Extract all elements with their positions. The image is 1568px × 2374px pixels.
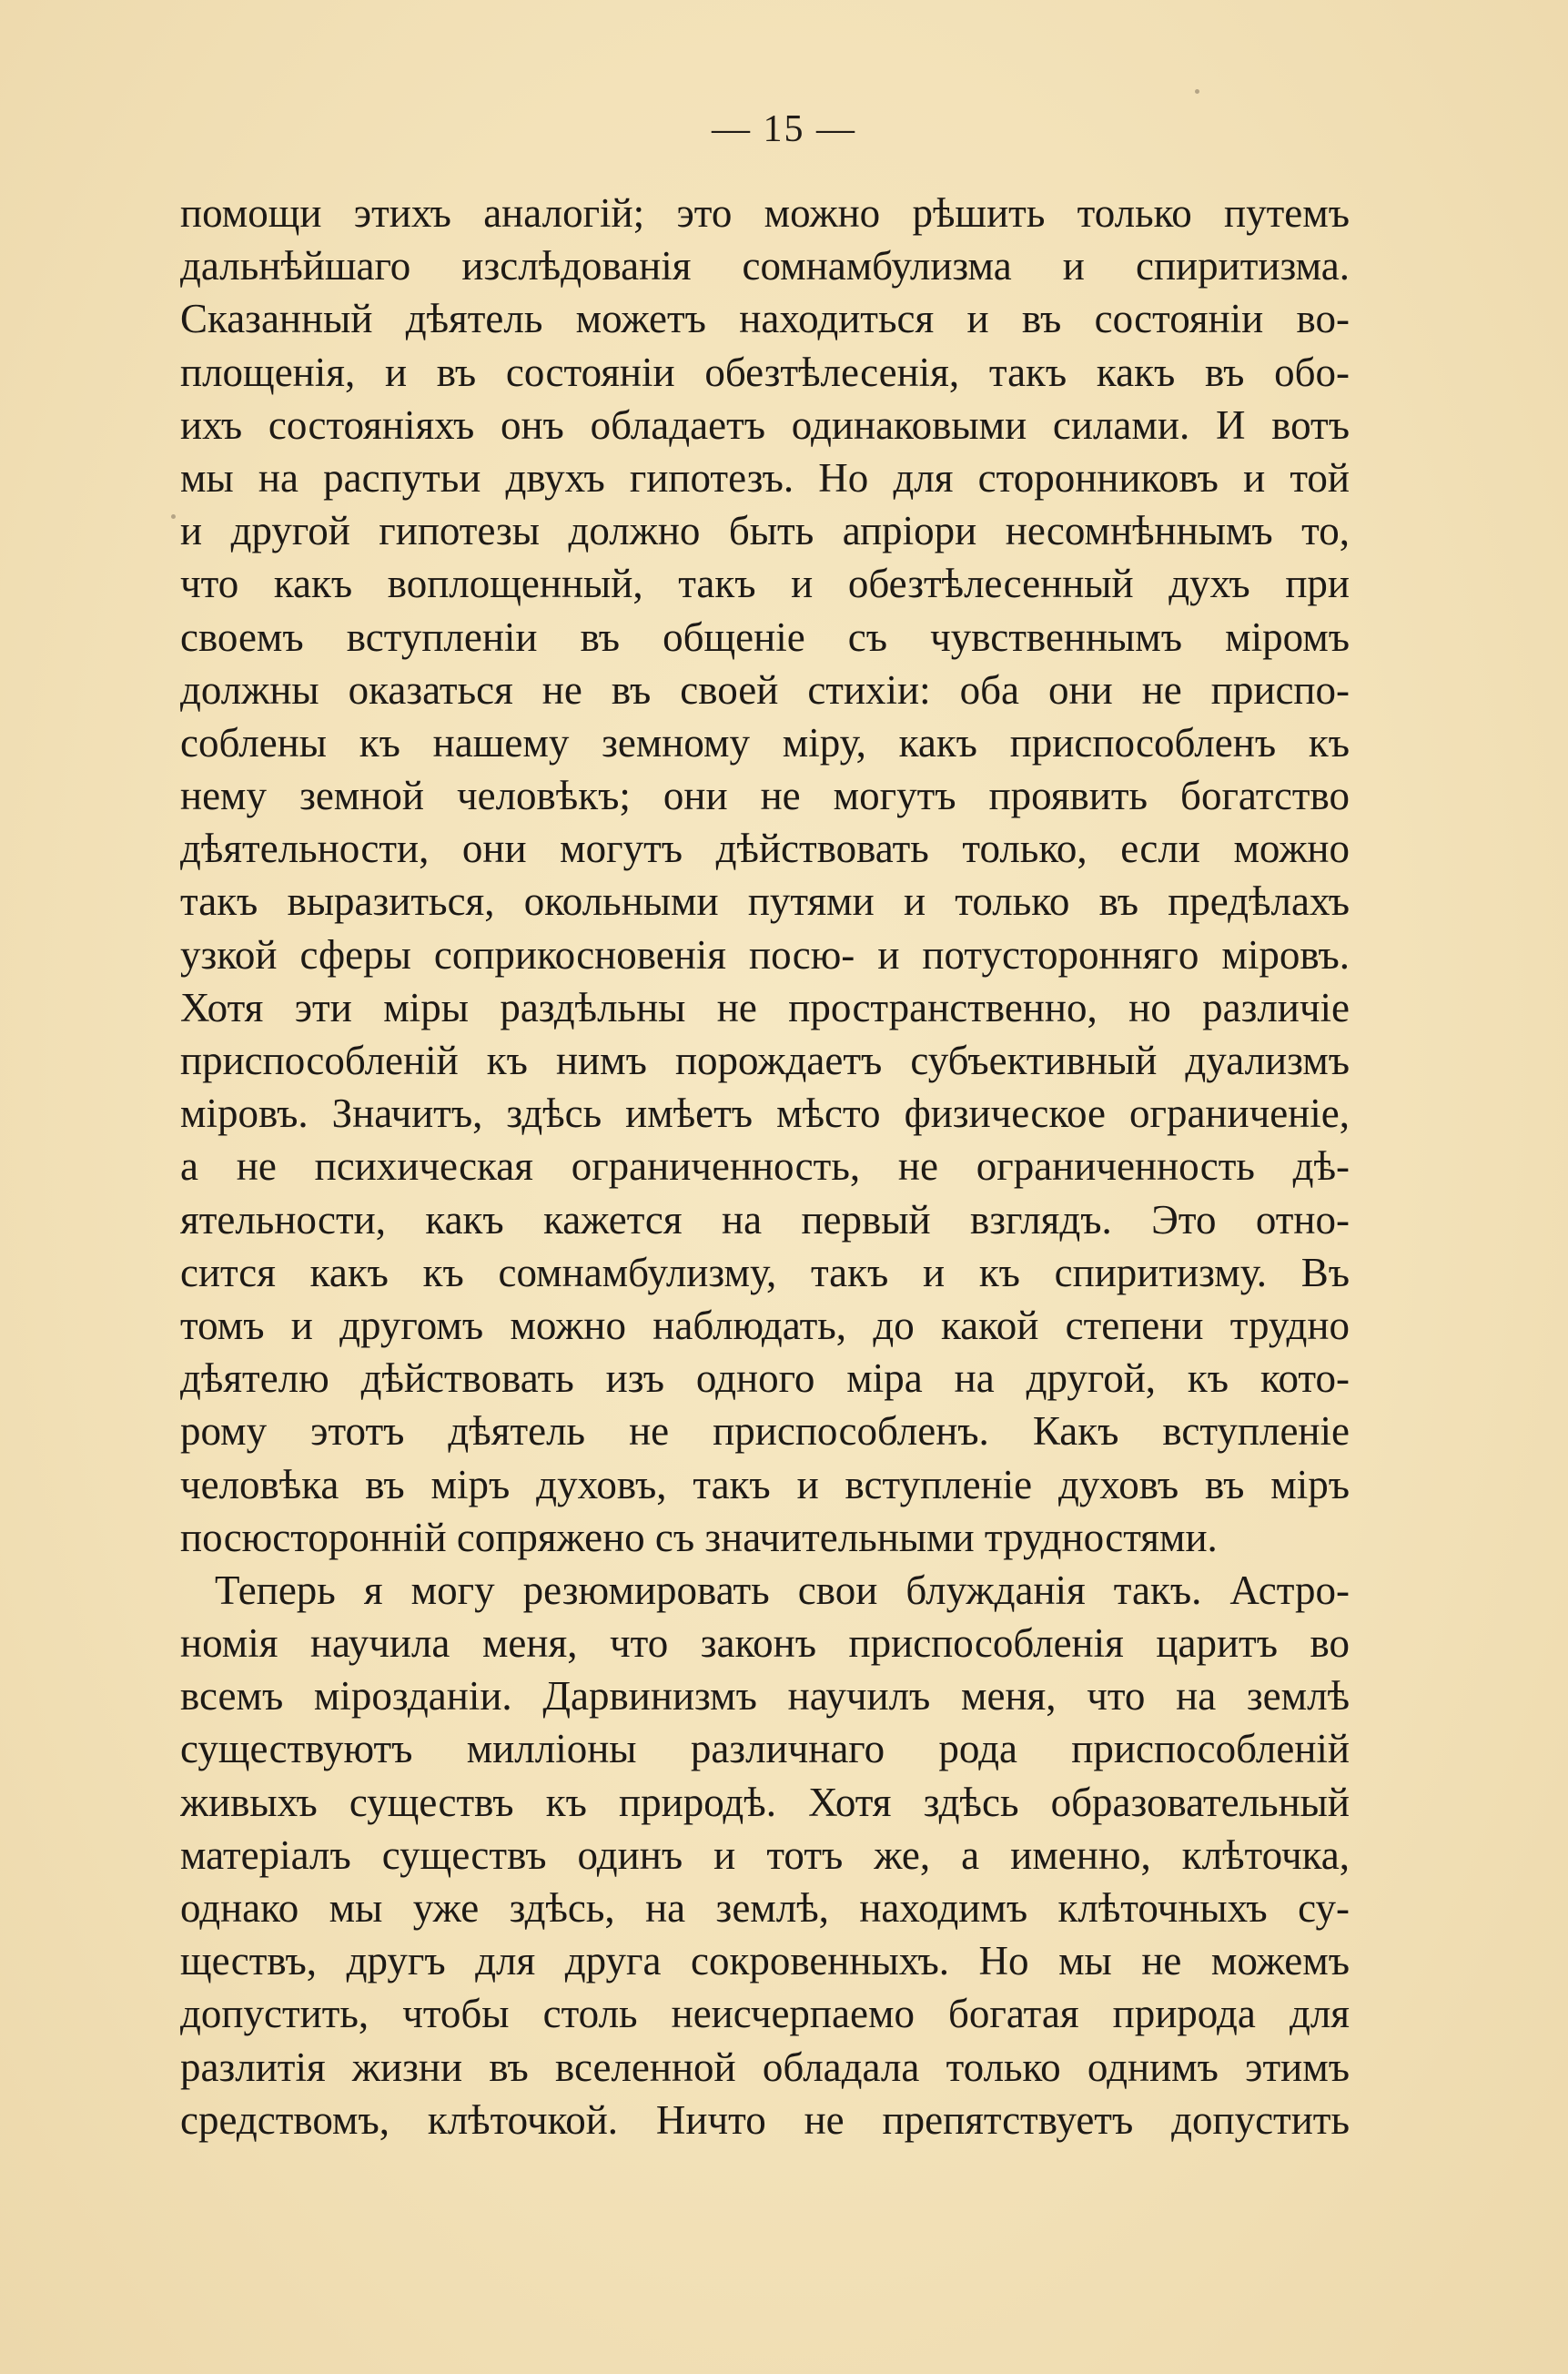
text-line: номія научила меня, что законъ приспособленія царитъ во xyxy=(180,1620,1350,1667)
text-line: такъ выразиться, окольными путями и только въ предѣлахъ xyxy=(180,878,1350,925)
page-number: — 15 — xyxy=(712,108,856,150)
text-line: приспособленій къ нимъ порождаетъ субъективный дуализмъ xyxy=(180,1038,1350,1083)
text-line: дѣятелю дѣйствовать изъ одного міра на другой, къ кото- xyxy=(180,1355,1350,1402)
text-line: помощи этихъ аналогій; это можно рѣшить только путемъ xyxy=(180,190,1350,236)
text-line: міровъ. Значитъ, здѣсь имѣетъ мѣсто физическое ограниченіе, xyxy=(180,1091,1350,1137)
text-line: ятельности, какъ кажется на первый взглядъ. Это отно- xyxy=(180,1196,1350,1243)
text-line: и другой гипотезы должно быть апріори несомнѣннымъ то, xyxy=(180,508,1350,554)
text-line: Теперь я могу резюмировать свои блужданія такъ. Астро- xyxy=(215,1567,1350,1613)
text-line: существуютъ милліоны различнаго рода приспособленій xyxy=(180,1726,1350,1772)
text-line: посюсторонній сопряжено съ значительными трудностями. xyxy=(180,1514,1218,1560)
text-line: а не психическая ограниченность, не ограниченность дѣ- xyxy=(180,1143,1350,1190)
text-line: допустить, чтобы столь неисчерпаемо богатая природа для xyxy=(180,1991,1350,2037)
text-line: должны оказаться не въ своей стихіи: оба они не приспо- xyxy=(180,666,1350,713)
paper-speck xyxy=(171,514,176,519)
text-line: своемъ вступленіи въ общеніе съ чувственнымъ міромъ xyxy=(180,614,1350,660)
text-line: ществъ, другъ для друга сокровенныхъ. Но мы не можемъ xyxy=(180,1938,1350,1984)
text-line: площенія, и въ состояніи обезтѣлесенія, такъ какъ въ обо- xyxy=(180,349,1350,395)
text-line: дѣятельности, они могутъ дѣйствовать только, если можно xyxy=(180,826,1350,872)
text-line: Хотя эти міры раздѣльны не пространственно, но различіе xyxy=(180,984,1350,1030)
text-line: живыхъ существъ къ природѣ. Хотя здѣсь образовательный xyxy=(180,1779,1350,1825)
paper-speck xyxy=(1195,89,1199,94)
text-line: Сказанный дѣятель можетъ находиться и въ состояніи во- xyxy=(180,296,1350,342)
text-line: дальнѣйшаго изслѣдованія сомнамбулизма и спиритизма. xyxy=(180,243,1350,289)
body-text xyxy=(180,187,1350,2146)
text-line: средствомъ, клѣточкой. Ничто не препятствуетъ допустить xyxy=(180,2096,1350,2143)
text-line: сится какъ къ сомнамбулизму, такъ и къ спиритизму. Въ xyxy=(180,1249,1350,1295)
text-line: разлитія жизни въ вселенной обладала только однимъ этимъ xyxy=(180,2044,1350,2090)
text-line: рому этотъ дѣятель не приспособленъ. Какъ вступленіе xyxy=(180,1408,1350,1455)
text-line: мы на распутьи двухъ гипотезъ. Но для сторонниковъ и той xyxy=(180,454,1350,501)
text-line: соблены къ нашему земному міру, какъ приспособленъ къ xyxy=(180,719,1350,766)
text-line: ихъ состояніяхъ онъ обладаетъ одинаковыми силами. И вотъ xyxy=(180,401,1350,448)
text-line: однако мы уже здѣсь, на землѣ, находимъ клѣточныхъ су- xyxy=(180,1885,1350,1931)
text-line: что какъ воплощенный, такъ и обезтѣлесенный духъ при xyxy=(180,561,1350,607)
text-line: томъ и другомъ можно наблюдать, до какой степени трудно xyxy=(180,1302,1350,1348)
text-line: всемъ мірозданіи. Дарвинизмъ научилъ меня, что на землѣ xyxy=(180,1673,1350,1720)
text-line: человѣка въ міръ духовъ, такъ и вступленіе духовъ въ міръ xyxy=(180,1461,1350,1507)
text-line: нему земной человѣкъ; они не могутъ проявить богатство xyxy=(180,773,1350,819)
text-line: узкой сферы соприкосновенія посю- и потустороннягo міровъ. xyxy=(180,931,1350,978)
text-line: матеріалъ существъ одинъ и тотъ же, а именно, клѣточка, xyxy=(180,1831,1350,1878)
